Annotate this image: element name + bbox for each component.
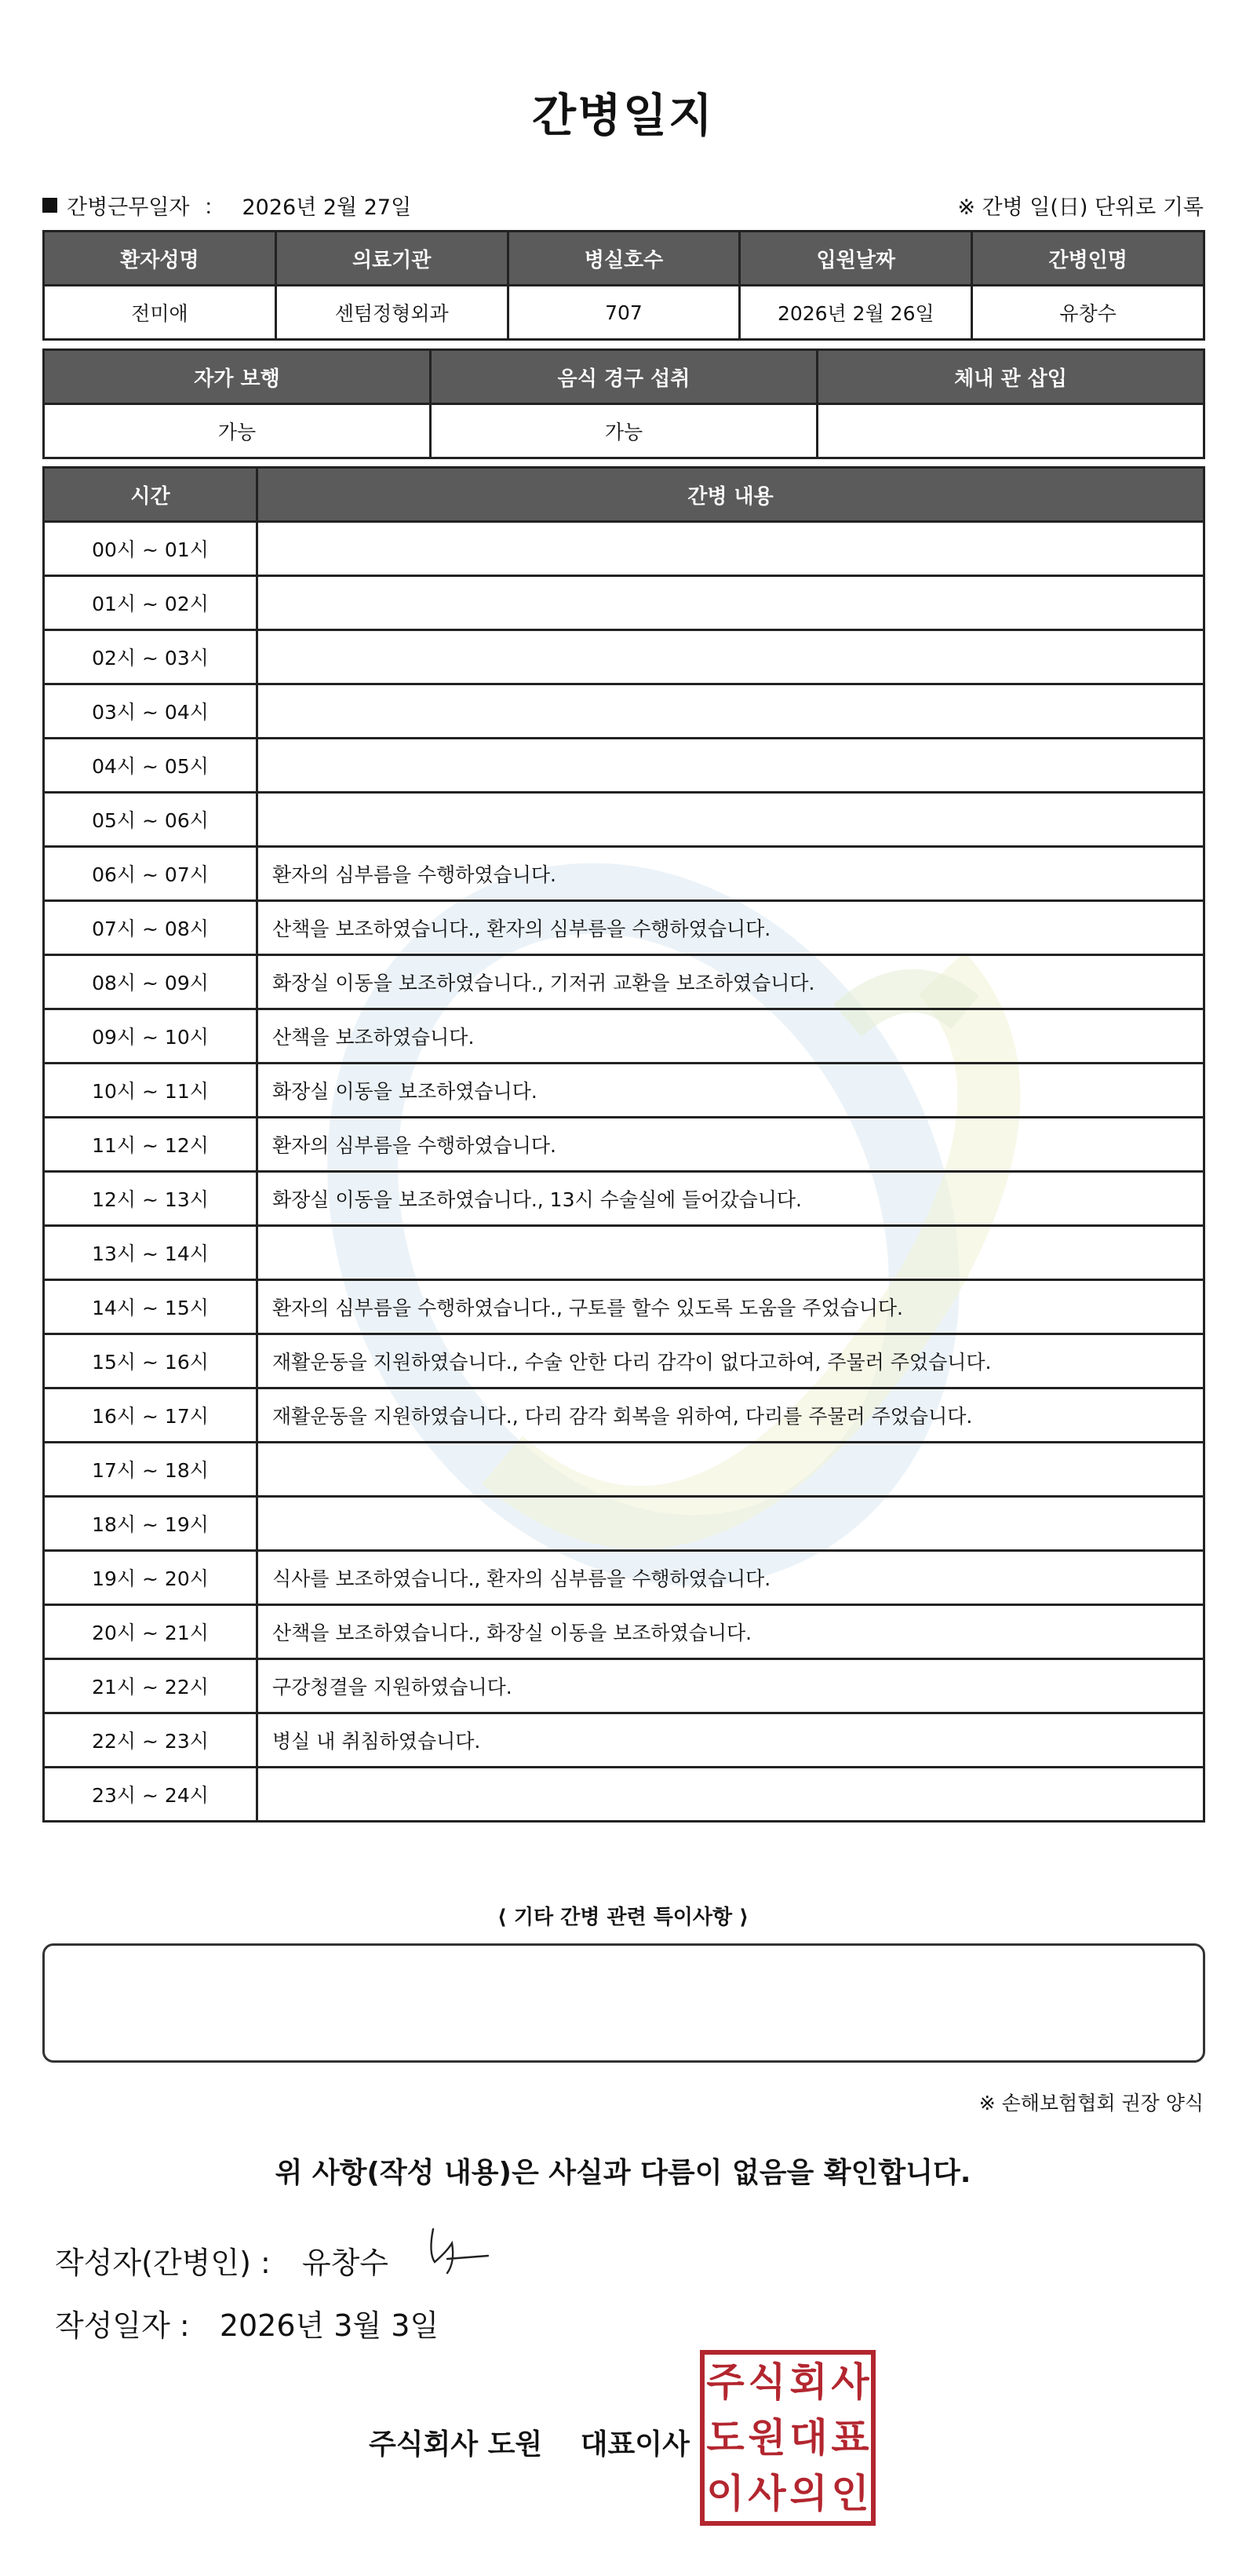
table-row [44, 847, 1204, 901]
time-slot: 05시 ~ 06시 [44, 793, 257, 847]
table-row [44, 955, 1204, 1009]
care-content: 산책을 보조하였습니다., 화장실 이동을 보조하였습니다. [257, 1605, 1204, 1659]
caregiver-name: 유창수 [972, 286, 1204, 340]
notes-title: ⟨ 기타 간병 관련 특이사항 ⟩ [497, 1906, 749, 1929]
care-content [257, 522, 1204, 576]
square-bullet-icon [42, 198, 57, 213]
header-walking: 자가 보행 [44, 350, 431, 404]
header-time: 시간 [44, 468, 257, 522]
care-content [257, 1226, 1204, 1280]
time-slot: 13시 ~ 14시 [44, 1226, 257, 1280]
table-row [44, 1118, 1204, 1172]
time-slot: 15시 ~ 16시 [44, 1334, 257, 1388]
oral-intake-status: 가능 [431, 404, 818, 458]
time-slot: 20시 ~ 21시 [44, 1605, 257, 1659]
table-row [44, 1497, 1204, 1551]
care-content: 재활운동을 지원하였습니다., 수술 안한 다리 감각이 없다고하여, 주물러 주었습니다. [257, 1334, 1204, 1388]
table-row [44, 1226, 1204, 1280]
care-content: 화장실 이동을 보조하였습니다., 13시 수술실에 들어갔습니다. [257, 1172, 1204, 1226]
header-hospital: 의료기관 [275, 232, 508, 286]
time-slot: 02시 ~ 03시 [44, 630, 257, 684]
table-row [44, 1334, 1204, 1388]
time-slot: 18시 ~ 19시 [44, 1497, 257, 1551]
time-slot: 17시 ~ 18시 [44, 1443, 257, 1497]
seal-char: 사 [748, 2470, 786, 2516]
header-care-content: 간병 내용 [257, 468, 1204, 522]
table-row [44, 1605, 1204, 1659]
table-row [44, 1009, 1204, 1064]
time-slot: 04시 ~ 05시 [44, 739, 257, 793]
care-content: 병실 내 취침하였습니다. [257, 1713, 1204, 1768]
time-slot: 14시 ~ 15시 [44, 1280, 257, 1334]
signature [424, 2221, 494, 2284]
care-content [257, 793, 1204, 847]
patient-status-table [42, 348, 1205, 459]
seal-char: 원 [748, 2414, 786, 2461]
seal-char: 대 [789, 2414, 828, 2461]
table-row [44, 901, 1204, 955]
table-row [44, 1064, 1204, 1118]
care-content: 재활운동을 지원하였습니다., 다리 감각 회복을 위하여, 다리를 주물러 주었습니다. [257, 1388, 1204, 1443]
header-room: 병실호수 [508, 232, 740, 286]
table-row [44, 1768, 1204, 1822]
time-slot: 21시 ~ 22시 [44, 1659, 257, 1713]
header-tube-insertion: 체내 관 삽입 [818, 350, 1204, 404]
care-content: 화장실 이동을 보조하였습니다., 기저귀 교환을 보조하였습니다. [257, 955, 1204, 1009]
written-date-label: 작성일자 : [55, 2308, 190, 2343]
time-slot: 01시 ~ 02시 [44, 576, 257, 630]
table-row [44, 684, 1204, 739]
writer-name: 유창수 [301, 2246, 388, 2280]
seal-char: 표 [831, 2414, 869, 2461]
time-slot: 00시 ~ 01시 [44, 522, 257, 576]
patient-info-table [42, 230, 1205, 341]
time-slot: 08시 ~ 09시 [44, 955, 257, 1009]
time-slot: 19시 ~ 20시 [44, 1551, 257, 1605]
time-slot: 03시 ~ 04시 [44, 684, 257, 739]
seal-char: 의 [789, 2470, 828, 2516]
work-date-value: 2026년 2월 27일 [242, 195, 412, 220]
care-content [257, 1497, 1204, 1551]
care-content: 식사를 보조하였습니다., 환자의 심부름을 수행하였습니다. [257, 1551, 1204, 1605]
written-date-value: 2026년 3월 3일 [219, 2308, 439, 2343]
time-slot: 16시 ~ 17시 [44, 1388, 257, 1443]
care-content: 산책을 보조하였습니다., 환자의 심부름을 수행하였습니다. [257, 901, 1204, 955]
table-row [44, 576, 1204, 630]
care-content [257, 684, 1204, 739]
page-title: 간병일지 [531, 89, 715, 142]
notes-box [42, 1943, 1205, 2063]
seal-char: 회 [789, 2359, 828, 2406]
time-slot: 11시 ~ 12시 [44, 1118, 257, 1172]
tube-insertion-status [818, 404, 1204, 458]
care-content: 산책을 보조하였습니다. [257, 1009, 1204, 1064]
table-row [44, 630, 1204, 684]
table-row [44, 522, 1204, 576]
patient-name: 전미애 [44, 286, 276, 340]
care-content: 환자의 심부름을 수행하였습니다. [257, 847, 1204, 901]
time-slot: 12시 ~ 13시 [44, 1172, 257, 1226]
walking-status: 가능 [44, 404, 431, 458]
table-row [44, 1659, 1204, 1713]
ceo-title: 대표이사 [580, 2428, 690, 2461]
work-date [42, 190, 411, 221]
care-content: 화장실 이동을 보조하였습니다. [257, 1064, 1204, 1118]
hospital: 센텀정형외과 [275, 286, 508, 340]
table-row [44, 1280, 1204, 1334]
header-admission-date: 입원날짜 [740, 232, 972, 286]
table-row [44, 1172, 1204, 1226]
seal-char: 식 [748, 2359, 786, 2406]
header-patient-name: 환자성명 [44, 232, 276, 286]
table-row [44, 1713, 1204, 1768]
work-date-label: 간병근무일자 [67, 195, 190, 220]
care-log-body [44, 522, 1204, 1822]
recommended-form-note: ※ 손해보험협회 권장 양식 [978, 2092, 1204, 2114]
care-content [257, 630, 1204, 684]
time-slot: 06시 ~ 07시 [44, 847, 257, 901]
time-slot: 22시 ~ 23시 [44, 1713, 257, 1768]
written-date-line [55, 2301, 439, 2344]
time-slot: 10시 ~ 11시 [44, 1064, 257, 1118]
care-content [257, 739, 1204, 793]
care-log-table [42, 466, 1205, 1823]
care-content: 환자의 심부름을 수행하였습니다., 구토를 할수 있도록 도움을 주었습니다. [257, 1280, 1204, 1334]
work-date-colon: ： [203, 195, 225, 220]
table-row [44, 1551, 1204, 1605]
room-number: 707 [508, 286, 740, 340]
care-content [257, 1443, 1204, 1497]
time-slot: 09시 ~ 10시 [44, 1009, 257, 1064]
care-content [257, 1768, 1204, 1822]
care-content: 구강청결을 지원하였습니다. [257, 1659, 1204, 1713]
care-content [257, 576, 1204, 630]
table-row [44, 1388, 1204, 1443]
writer-label: 작성자(간병인) : [55, 2246, 271, 2280]
table-row [44, 739, 1204, 793]
seal-char: 사 [831, 2359, 869, 2406]
company-seal [700, 2350, 876, 2526]
confirmation-statement: 위 사항(작성 내용)은 사실과 다름이 없음을 확인합니다. [275, 2157, 971, 2189]
daily-record-note: ※ 간병 일(日) 단위로 기록 [957, 195, 1204, 220]
table-row [44, 793, 1204, 847]
seal-char: 도 [706, 2414, 745, 2461]
time-slot: 23시 ~ 24시 [44, 1768, 257, 1822]
company-line [369, 2422, 690, 2462]
table-row [44, 1443, 1204, 1497]
company-name: 주식회사 도원 [369, 2428, 543, 2461]
care-content: 환자의 심부름을 수행하였습니다. [257, 1118, 1204, 1172]
header-caregiver-name: 간병인명 [972, 232, 1204, 286]
admission-date: 2026년 2월 26일 [740, 286, 972, 340]
seal-char: 인 [831, 2470, 869, 2516]
time-slot: 07시 ~ 08시 [44, 901, 257, 955]
seal-char: 주 [706, 2359, 745, 2406]
writer-line [55, 2238, 388, 2282]
seal-char: 이 [706, 2470, 745, 2516]
header-oral-intake: 음식 경구 섭취 [431, 350, 818, 404]
